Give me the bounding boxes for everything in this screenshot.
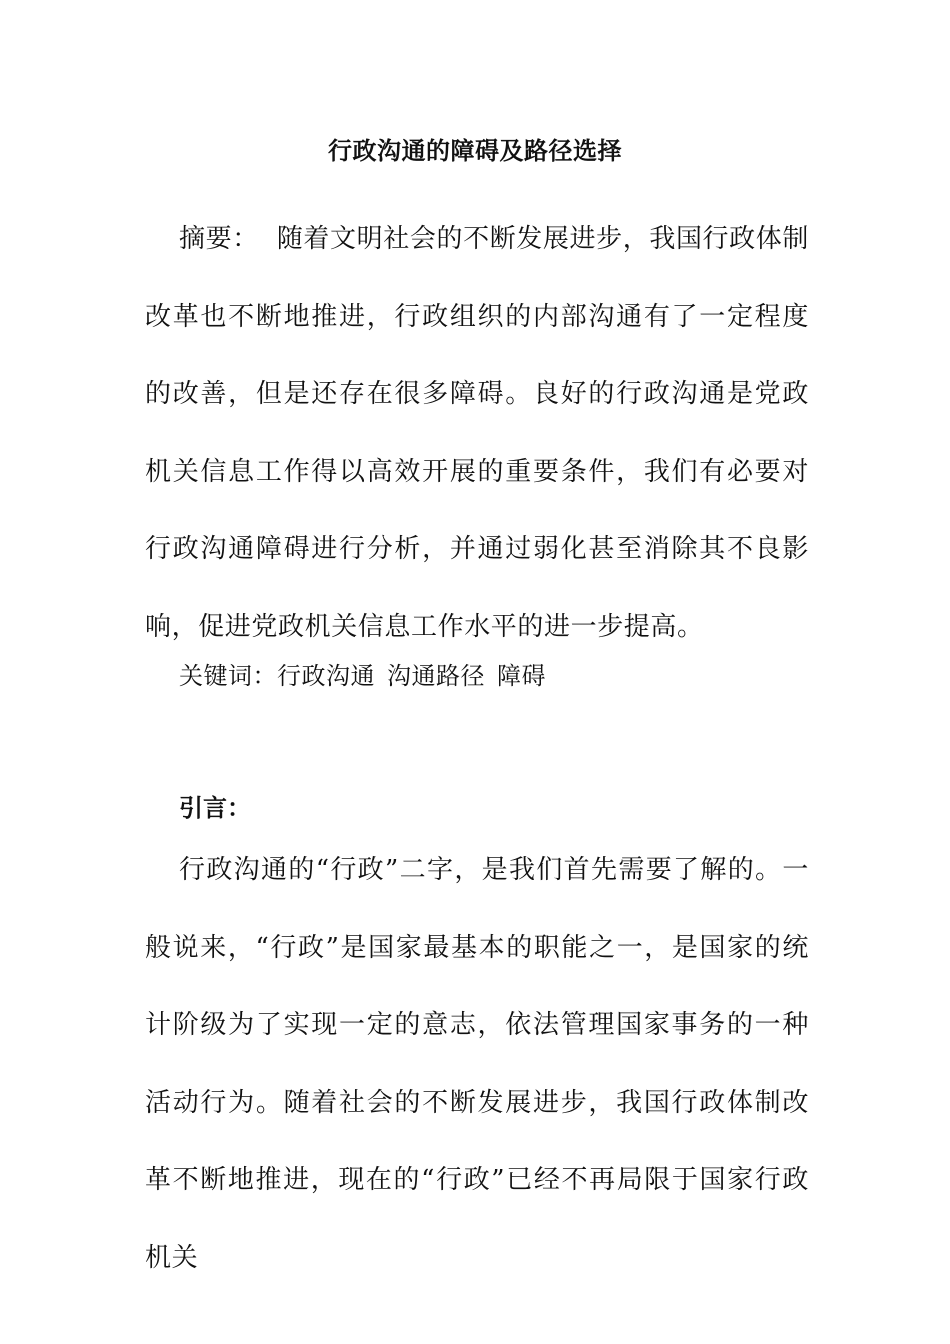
keyword-2: 沟通路径 [387,662,485,690]
keyword-3: 障碍 [497,662,546,690]
intro-paragraph: 行政沟通的“行政”二字，是我们首先需要了解的。一般说来，“行政”是国家最基本的职能之一，是国家的统计阶级为了实现一定的意志，依法管理国家事务的一种活动行为。随着社会的不断发展进步，我国行政体制改革不断地推进，现在的“行政”已经不再局限于国家行政机关 [145,855,809,1273]
keywords-line [179,656,546,696]
intro-heading: 引言： [179,793,251,822]
document-title: 行政沟通的障碍及路径选择 [328,136,622,165]
abstract-paragraph [145,201,809,666]
keywords-label: 关键词： [179,662,277,690]
abstract-text: 随着文明社会的不断发展进步，我国行政体制改革也不断地推进，行政组织的内部沟通有了一定程度的改善，但是还存在很多障碍。良好的行政沟通是党政机关信息工作得以高效开展的重要条件，我们有必要对行政沟通障碍进行分析，并通过弱化甚至消除其不良影响，促进党政机关信息工作水平的进一步提高。 [145,224,809,642]
abstract-label: 摘要： [179,224,259,254]
keyword-1: 行政沟通 [277,662,375,690]
